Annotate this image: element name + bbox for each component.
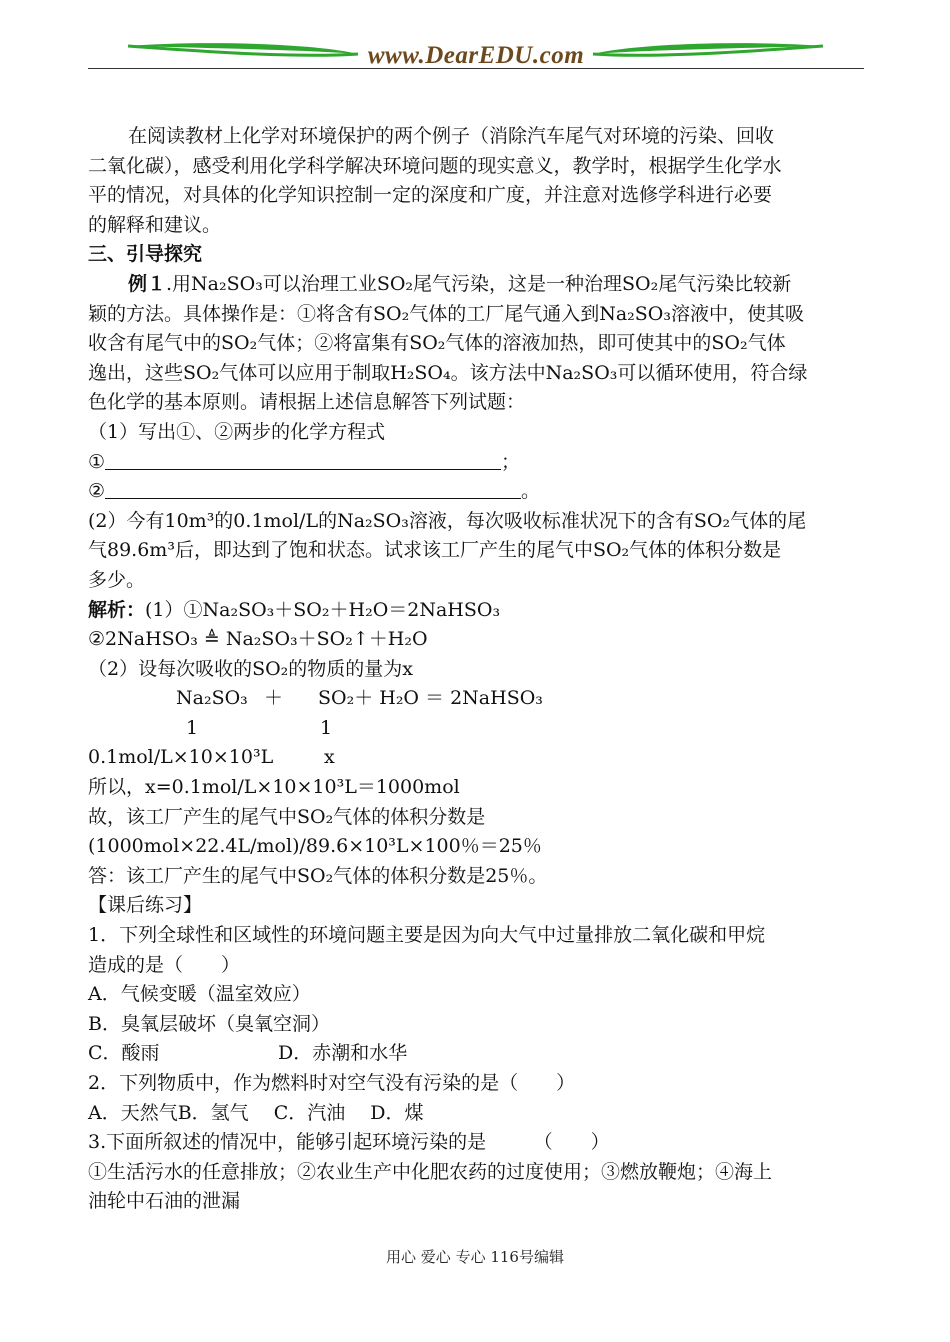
fill-blank [105, 480, 521, 499]
paragraph-line: 平的情况，对具体的化学知识控制一定的深度和广度，并注意对选修学科进行必要 [88, 184, 773, 207]
exercise-line: 3.下面所叙述的情况中，能够引起环境污染的是 （ ） [88, 1131, 610, 1154]
option-line: A．天然气B．氢气 C．汽油 D．煤 [88, 1101, 424, 1124]
exercise-line: 造成的是（ ） [88, 953, 241, 976]
page-footer: 用心 爱心 专心 116号编辑 [386, 1248, 564, 1266]
site-header [88, 38, 864, 70]
option-line: C．酸雨 D．赤潮和水华 [88, 1042, 408, 1065]
option-line: A．气候变暖（温室效应） [88, 983, 311, 1006]
practice-heading: 【课后练习】 [88, 894, 203, 917]
example-line: 逸出，这些SO₂气体可以应用于制取H₂SO₄。该方法中Na₂SO₃可以循环使用，符合绿 [88, 361, 808, 384]
solution-line: 故，该工厂产生的尾气中SO₂气体的体积分数是 [88, 805, 486, 828]
solution-label: 解析： [88, 598, 146, 621]
fill-blank [105, 451, 501, 470]
solution-line: 答：该工厂产生的尾气中SO₂气体的体积分数是25％。 [88, 864, 548, 887]
paragraph-line: 二氧化碳），感受利用化学科学解决环境问题的现实意义，教学时，根据学生化学水 [88, 154, 782, 177]
answer-blank-2: ② 。 [88, 480, 541, 503]
solution-line: 解析：(1）①Na₂SO₃＋SO₂＋H₂O＝2NaHSO₃ [88, 598, 501, 621]
question-line: （1）写出①、②两步的化学方程式 [88, 420, 386, 443]
solution-line: (1000mol×22.4L/mol)/89.6×10³L×100％＝25％ [88, 835, 542, 858]
example-label: 例１ [128, 272, 167, 295]
paragraph-line: 的解释和建议。 [88, 213, 222, 236]
question-line: 多少。 [88, 568, 146, 591]
example-line: 例１.用Na₂SO₃可以治理工业SO₂尾气污染，这是一种治理SO₂尾气污染比较新 [128, 272, 792, 295]
example-line: 颖的方法。具体操作是：①将含有SO₂气体的工厂尾气通入到Na₂SO₃溶液中，使其吸 [88, 302, 804, 325]
section-heading: 三、引导探究 [88, 243, 203, 266]
solution-line: ②2NaHSO₃ ≜ Na₂SO₃＋SO₂↑＋H₂O [88, 628, 428, 651]
question-line: (2）今有10m³的0.1mol/L的Na₂SO₃溶液，每次吸收标准状况下的含有SO₂气体的尾 [88, 509, 807, 532]
answer-blank-1: ① ； [88, 450, 521, 473]
exercise-line: ①生活污水的任意排放；②农业生产中化肥农药的过度使用；③燃放鞭炮；④海上 [88, 1160, 773, 1183]
question-line: 气89.6m³后，即达到了饱和状态。试求该工厂产生的尾气中SO₂气体的体积分数是 [88, 539, 782, 562]
solution-line: （2）设每次吸收的SO₂的物质的量为x [88, 657, 414, 680]
document-body [88, 122, 864, 1217]
paragraph-line: 在阅读教材上化学对环境保护的两个例子（消除汽车尾气对环境的污染、回收 [128, 125, 775, 147]
equation-row: Na₂SO₃ ＋ SO₂＋ H₂O ＝ 2NaHSO₃ [176, 687, 543, 710]
option-line: B．臭氧层破坏（臭氧空洞） [88, 1012, 330, 1035]
header-rule [88, 68, 864, 69]
solution-line: 所以，x=0.1mol/L×10×10³L＝1000mol [88, 776, 460, 799]
example-line: 色化学的基本原则。请根据上述信息解答下列试题： [88, 391, 526, 414]
equation-ratio-row: 1 1 [186, 716, 333, 739]
exercise-line: 2．下列物质中，作为燃料时对空气没有污染的是（ ） [88, 1072, 576, 1094]
exercise-line: 1．下列全球性和区域性的环境问题主要是因为向大气中过量排放二氧化碳和甲烷 [88, 924, 766, 947]
example-line: 收含有尾气中的SO₂气体；②将富集有SO₂气体的溶液加热，即可使其中的SO₂气体 [88, 332, 786, 355]
equation-value-row: 0.1mol/L×10×10³L x [88, 746, 335, 769]
site-logo-text[interactable]: www.DearEDU.com [367, 42, 585, 69]
exercise-line: 油轮中石油的泄漏 [88, 1190, 241, 1213]
